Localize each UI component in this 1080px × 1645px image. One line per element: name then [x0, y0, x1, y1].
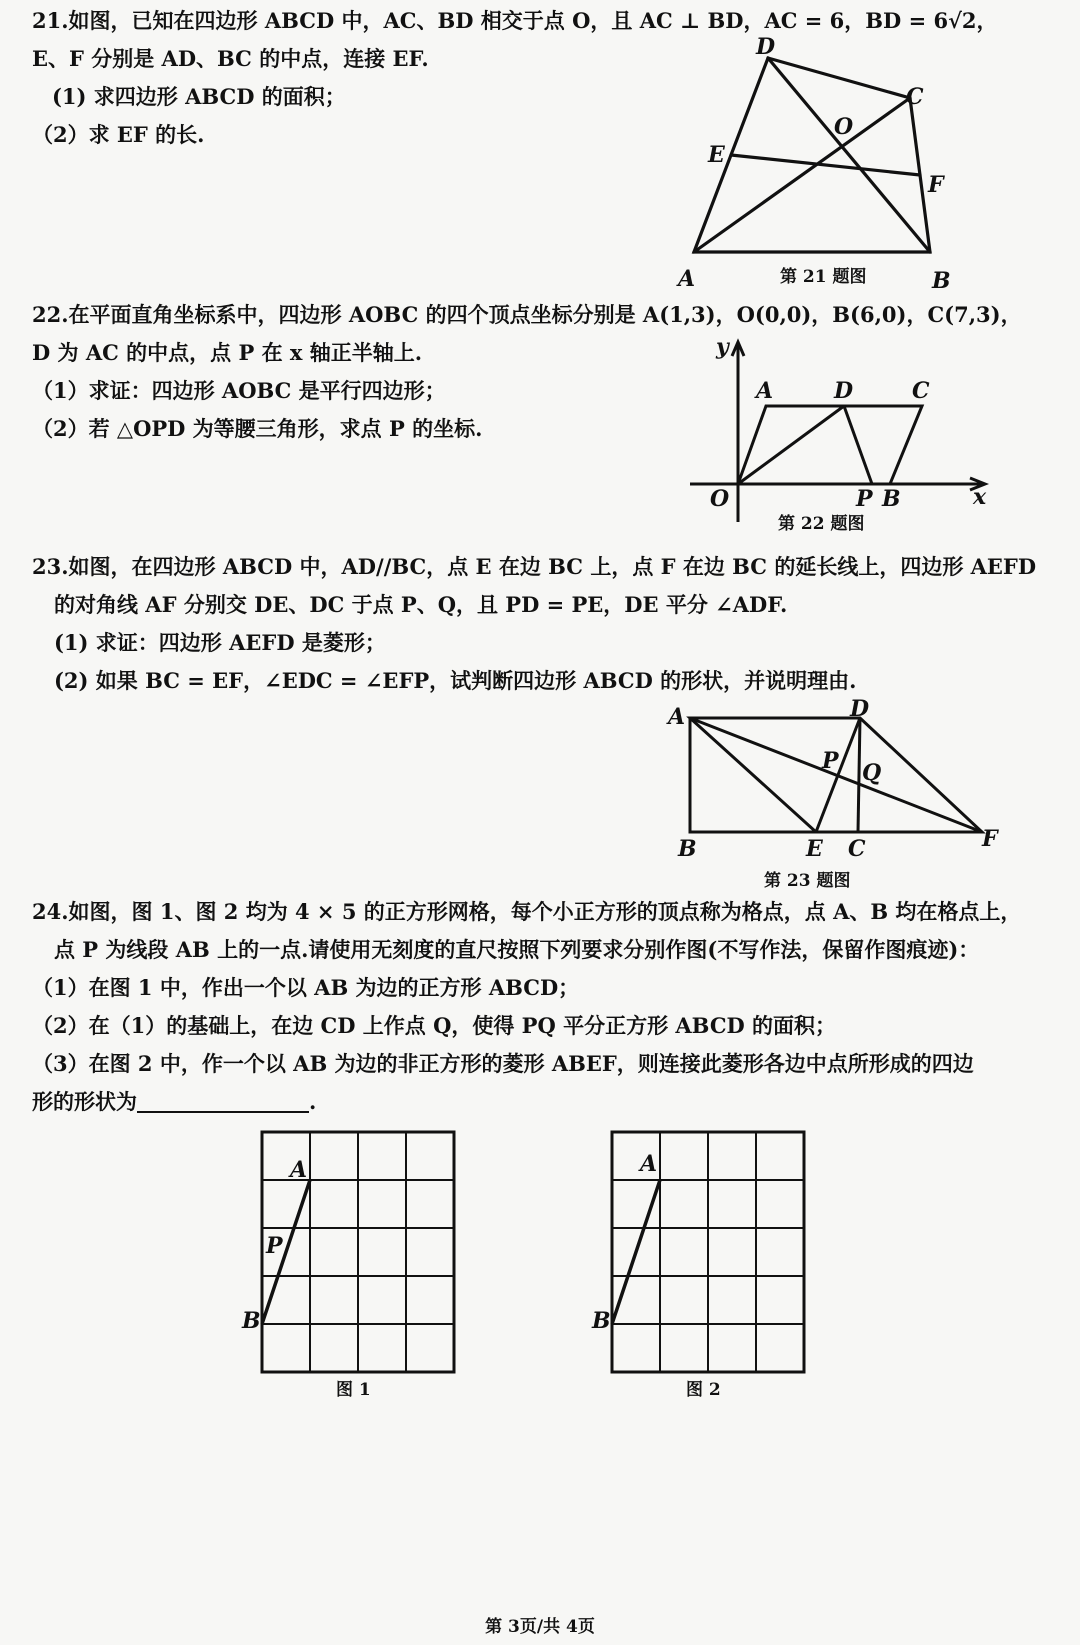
q23-stem-line2: 的对角线 AF 分别交 DE、DC 于点 P、Q，且 PD = PE，DE 平分 ∠ADF.	[54, 592, 788, 617]
q22-sub2: （2）若 △OPD 为等腰三角形，求点 P 的坐标.	[32, 416, 483, 441]
q24-sub3-period: .	[309, 1089, 317, 1114]
q21-sub2: （2）求 EF 的长.	[32, 122, 205, 147]
fig24-2-caption: 图 2	[686, 1380, 721, 1400]
fig21-label-a: A	[678, 266, 696, 292]
q24-sub1: （1）在图 1 中，作出一个以 AB 为边的正方形 ABCD；	[32, 975, 580, 1000]
fig23-label-e: E	[806, 836, 823, 862]
fig22-label-o: O	[710, 486, 730, 512]
fig24-1-label-a: A	[290, 1157, 308, 1183]
fig21-label-f: F	[928, 172, 944, 198]
q23-sub1: (1) 求证：四边形 AEFD 是菱形；	[54, 630, 386, 655]
fig21-label-b: B	[932, 268, 951, 294]
q24-sub3: （3）在图 2 中，作一个以 AB 为边的非正方形的菱形 ABEF，则连接此菱形各边中点所形成的四边	[32, 1051, 974, 1076]
q22-stem-line1: 22.在平面直角坐标系中，四边形 AOBC 的四个顶点坐标分别是 A(1,3)，O(0,0)，B(6,0)，C(7,3)，	[32, 302, 1022, 327]
q24-sub3-answer-line	[32, 1083, 1021, 1121]
q22-stem-line2: D 为 AC 的中点，点 P 在 x 轴正半轴上.	[32, 340, 423, 365]
q24-sub3-prefix: 形的形状为	[32, 1089, 137, 1114]
fig23-label-b: B	[678, 836, 697, 862]
fig23-label-c: C	[848, 836, 866, 862]
fig23-label-f: F	[982, 826, 998, 852]
fig22-label-c: C	[912, 378, 930, 404]
fig23-segment-dc	[858, 718, 860, 832]
fig23-label-q: Q	[862, 760, 882, 786]
fig22-label-y: y	[716, 334, 729, 360]
fig22-label-x: x	[973, 484, 987, 510]
fig24-2-segment-ab	[612, 1180, 660, 1324]
fig22-label-d: D	[834, 378, 854, 404]
fig24-2-label-a: A	[640, 1151, 658, 1177]
q21-stem-line1: 21.如图，已知在四边形 ABCD 中，AC、BD 相交于点 O，且 AC ⊥ BD，AC = 6，BD = 6√2，	[32, 8, 998, 33]
fig23-diagonal-af	[690, 718, 982, 832]
q21-sub1: (1) 求四边形 ABCD 的面积；	[52, 84, 346, 109]
q22-sub1: （1）求证：四边形 AOBC 是平行四边形；	[32, 378, 446, 403]
figure-24-1	[240, 1125, 480, 1405]
page-footer: 第 3页/共 4页	[485, 1617, 595, 1637]
figure-22	[690, 332, 1000, 542]
q24-stem-line1: 24.如图，图 1、图 2 均为 4 × 5 的正方形网格，每个小正方形的顶点称为格点，点 A、B 均在格点上，	[32, 899, 1022, 924]
fig22-label-p: P	[856, 486, 873, 512]
fig21-label-d: D	[756, 34, 776, 60]
fig22-segment-od	[738, 406, 844, 484]
q23-stem-line1: 23.如图，在四边形 ABCD 中，AD//BC，点 E 在边 BC 上，点 F 在边 BC 的延长线上，四边形 AEFD	[32, 554, 1037, 579]
fig22-label-a: A	[756, 378, 774, 404]
question-24	[32, 893, 1021, 1121]
fig24-1-label-b: B	[242, 1308, 261, 1334]
fig21-caption: 第 21 题图	[780, 267, 867, 287]
q24-sub2: （2）在（1）的基础上，在边 CD 上作点 Q，使得 PQ 平分正方形 ABCD 的面积；	[32, 1013, 837, 1038]
fig23-diagonal-de	[816, 718, 860, 832]
fig23-label-a: A	[668, 704, 686, 730]
fig23-label-p: P	[822, 748, 839, 774]
fig22-caption: 第 22 题图	[778, 514, 865, 534]
fig21-label-c: C	[906, 84, 924, 110]
figure-24-2	[590, 1125, 830, 1405]
question-23	[32, 548, 1036, 700]
fig24-2-label-b: B	[592, 1308, 611, 1334]
fig24-1-label-p: P	[266, 1233, 283, 1259]
fig23-label-d: D	[850, 696, 870, 722]
answer-blank[interactable]	[137, 1087, 309, 1113]
fig21-label-o: O	[834, 114, 854, 140]
fig21-diagonal-ac	[694, 98, 910, 252]
figure-21	[680, 30, 970, 295]
q21-stem-line2: E、F 分别是 AD、BC 的中点，连接 EF.	[32, 46, 429, 71]
fig22-segment-dp	[844, 406, 872, 484]
q23-sub2: (2) 如果 BC = EF，∠EDC = ∠EFP，试判断四边形 ABCD 的形状，并说明理由.	[54, 668, 857, 693]
q24-stem-line2: 点 P 为线段 AB 上的一点.请使用无刻度的直尺按照下列要求分别作图(不写作法，保留作图痕迹)：	[54, 937, 980, 962]
fig21-label-e: E	[708, 142, 725, 168]
fig22-label-b: B	[882, 486, 901, 512]
figure-23	[666, 696, 1016, 896]
fig23-caption: 第 23 题图	[764, 871, 851, 891]
fig24-1-caption: 图 1	[336, 1380, 371, 1400]
